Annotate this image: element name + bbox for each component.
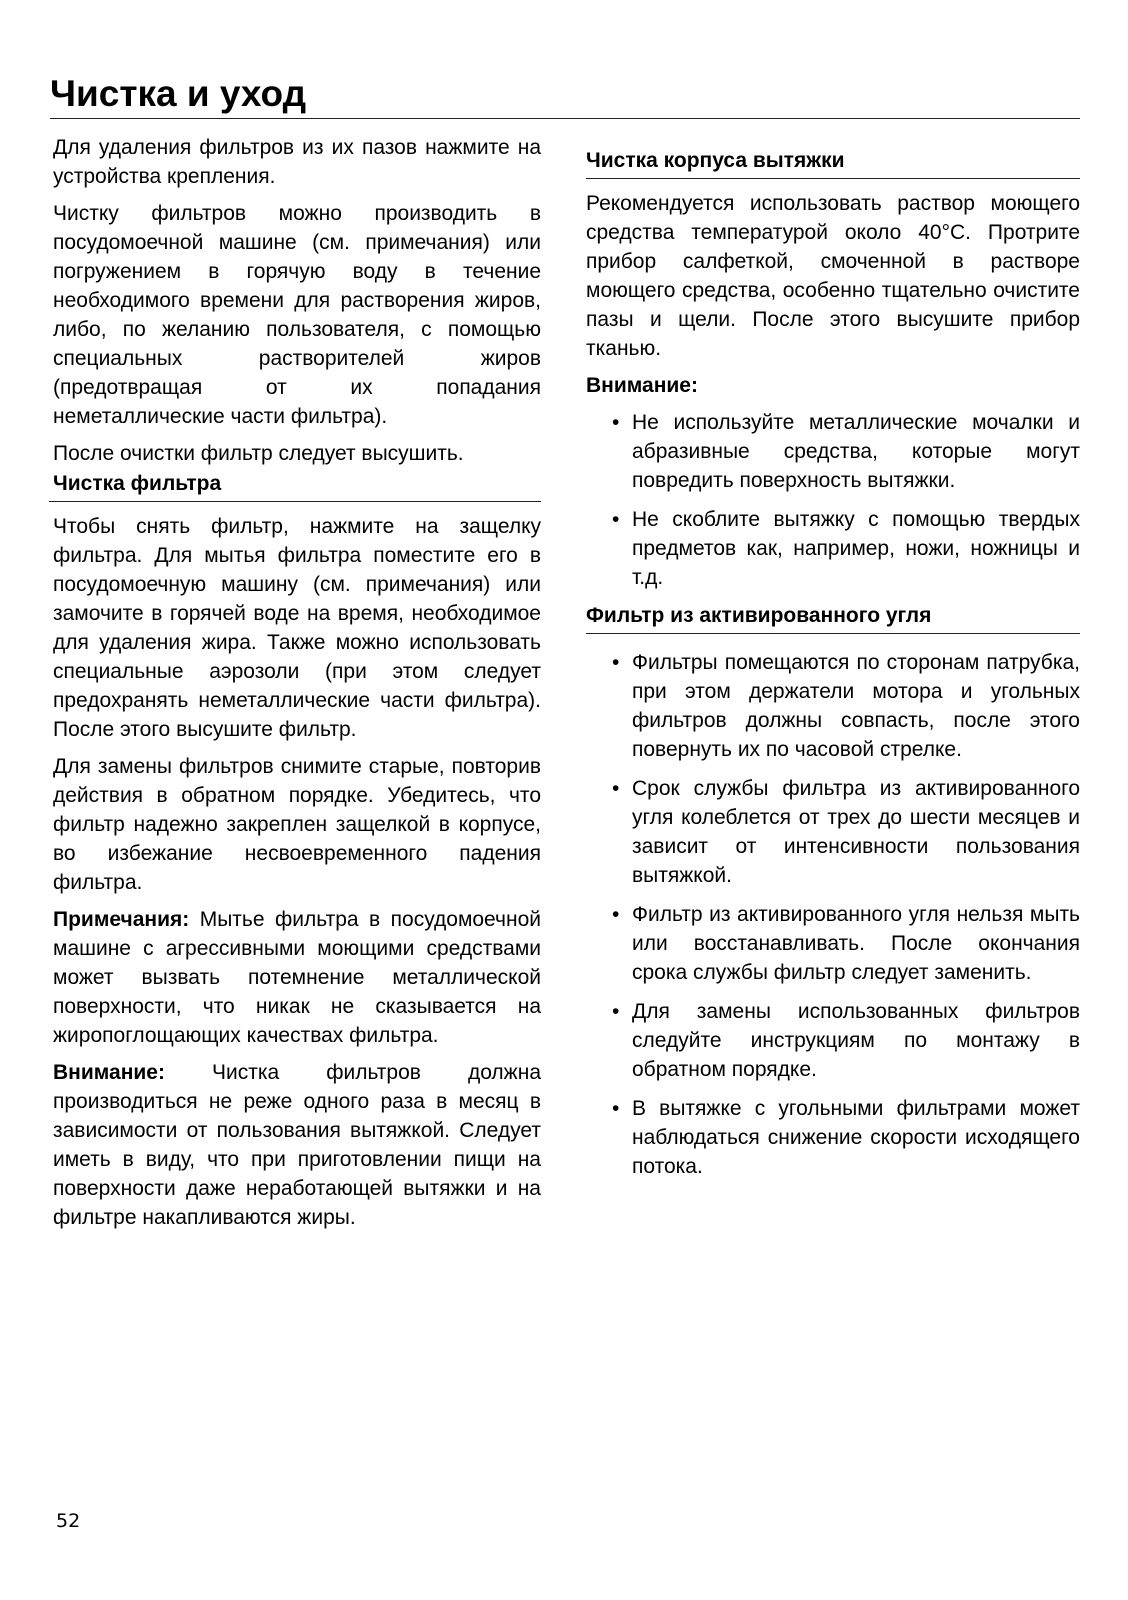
list-item: • Срок службы фильтра из активированного угля колеблется от трех до шести месяцев и зависит от интенсивности пользования вытяжкой. bbox=[586, 774, 1080, 890]
bullet-icon: • bbox=[612, 1097, 620, 1120]
page-number: 52 bbox=[56, 1510, 81, 1532]
warning-list bbox=[586, 408, 1080, 592]
bullet-icon: • bbox=[612, 508, 620, 531]
bullet-icon: • bbox=[612, 777, 620, 800]
bullet-icon: • bbox=[612, 1000, 620, 1023]
bullet-icon: • bbox=[612, 903, 620, 926]
paragraph-dry-filter: После очистки фильтр следует высушить. bbox=[53, 442, 464, 465]
paragraph-notes bbox=[53, 905, 541, 1050]
notes-label: Примечания: bbox=[53, 908, 190, 931]
warning-heading: Внимание: bbox=[586, 374, 698, 397]
bullet-icon: • bbox=[612, 651, 620, 674]
paragraph-warning bbox=[53, 1058, 541, 1232]
list-item: • В вытяжке с угольными фильтрами может наблюдаться снижение скорости исходящего потока. bbox=[586, 1094, 1080, 1181]
heading-carbon-filter: Фильтр из активированного угля bbox=[586, 602, 1080, 634]
notes-text: Мытье фильтра в посудомоечной машине с агрессивными моющими средствами может вызвать потемнение металлической поверхности, что никак не сказывается на жиропоглощающих качествах фильтра. bbox=[53, 908, 541, 1047]
list-item: • Фильтр из активированного угля нельзя мыть или восстанавливать. После окончания срока службы фильтр следует заменить. bbox=[586, 900, 1080, 987]
heading-housing-cleaning: Чистка корпуса вытяжки bbox=[586, 147, 1080, 179]
carbon-filter-list bbox=[586, 648, 1080, 1181]
warning-text: Чистка фильтров должна производиться не реже одного раза в месяц в зависимости от пользования вытяжкой. Следует иметь в виду, что при приготовлении пищи на поверхности даже неработающей вытяжки и на фильтре накапливаются жиры. bbox=[53, 1061, 541, 1229]
paragraph-filter-cleaning-methods: Чистку фильтров можно производить в посудомоечной машине (см. примечания) или погружением в горячую воду в течение необходимого времени для растворения жиров, либо, по желанию пользователя, с помощью специальных растворителей жиров (предотвращая от их попадания неметаллические части фильтра). bbox=[53, 202, 541, 428]
heading-filter-cleaning: Чистка фильтра bbox=[49, 470, 541, 502]
warning-label: Внимание: bbox=[53, 1061, 165, 1084]
list-item: • Для замены использованных фильтров следуйте инструкциям по монтажу в обратном порядке. bbox=[586, 997, 1080, 1084]
paragraph-filter-replace: Для замены фильтров снимите старые, повторив действия в обратном порядке. Убедитесь, что фильтр надежно закреплен защелкой в корпусе, во избежание несвоевременного падения фильтра. bbox=[53, 755, 541, 894]
paragraph-filter-removal: Для удаления фильтров из их пазов нажмите на устройства крепления. bbox=[53, 136, 541, 188]
bullet-icon: • bbox=[612, 411, 620, 434]
list-item: • Фильтры помещаются по сторонам патрубка, при этом держатели мотора и угольных фильтров должны совпасть, после этого повернуть их по часовой стрелке. bbox=[586, 648, 1080, 764]
page-title: Чистка и уход bbox=[50, 72, 1080, 119]
paragraph-filter-wash: Чтобы снять фильтр, нажмите на защелку фильтра. Для мытья фильтра поместите его в посудомоечную машину (см. примечания) или замочите в горячей воде на время, необходимое для удаления жира. Также можно использовать специальные аэрозоли (при этом следует предохранять неметаллические части фильтра). После этого высушите фильтр. bbox=[53, 515, 541, 741]
list-item: • Не скоблите вытяжку с помощью твердых предметов как, например, ножи, ножницы и т.д. bbox=[586, 505, 1080, 592]
list-item: • Не используйте металлические мочалки и абразивные средства, которые могут повредить поверхность вытяжки. bbox=[586, 408, 1080, 495]
paragraph-housing-cleaning: Рекомендуется использовать раствор моющего средства температурой около 40°C. Протрите прибор салфеткой, смоченной в растворе моющего средства, особенно тщательно очистите пазы и щели. После этого высушите прибор тканью. bbox=[586, 192, 1080, 360]
left-column bbox=[53, 133, 541, 1240]
right-column bbox=[586, 133, 1080, 1191]
